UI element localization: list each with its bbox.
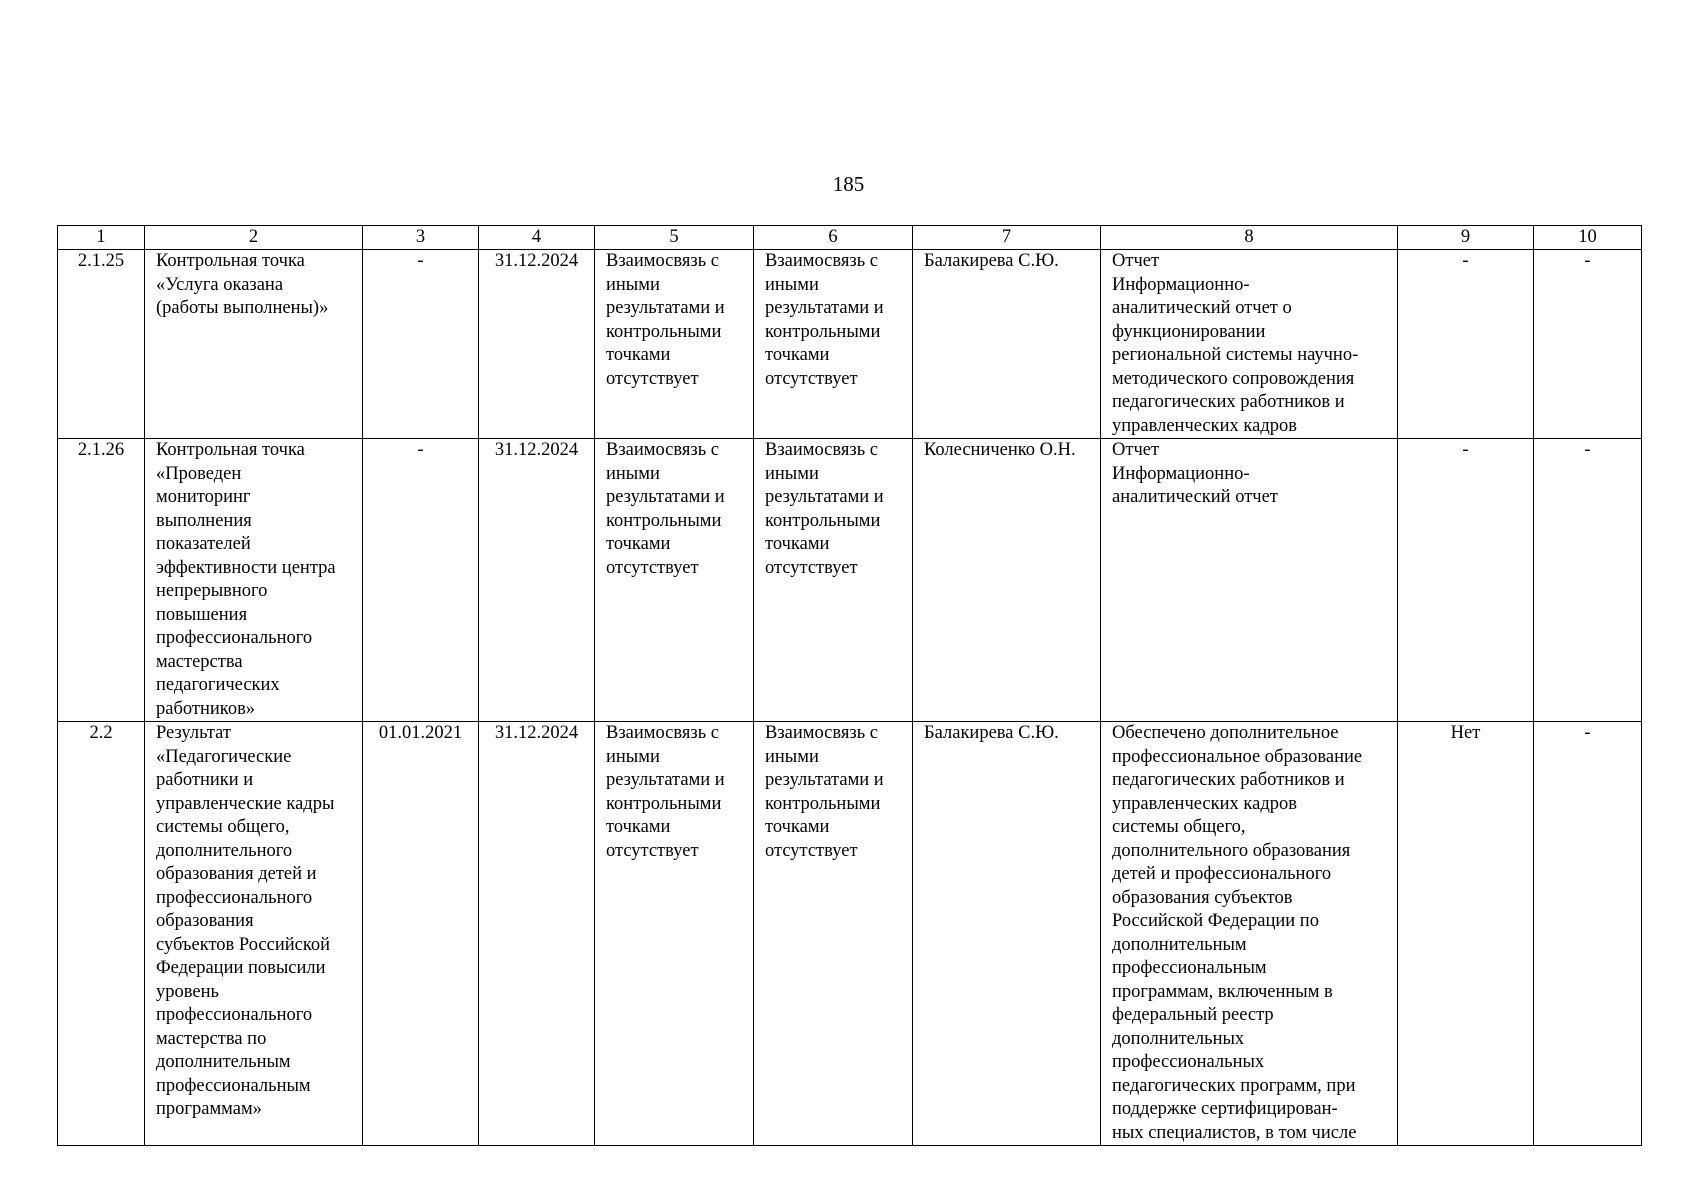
- row-link-next: Взаимосвязь с иными результатами и контрольными точками отсутствует: [754, 439, 913, 722]
- header-cell-4: 4: [479, 226, 595, 250]
- row-end-date: 31.12.2024: [479, 250, 595, 439]
- header-cell-10: 10: [1534, 226, 1642, 250]
- row-responsible: Балакирева С.Ю.: [913, 722, 1101, 1146]
- row-result: Отчет Информационно- аналитический отчет о функционировании региональной системы научно- методического сопровождения педагогических работников и управленческих кадров: [1101, 250, 1398, 439]
- row-col10: -: [1534, 439, 1642, 722]
- row-name: Контрольная точка «Проведен мониторинг выполнения показателей эффективности центра непрерывного повышения профессионального мастерства педагогических работников»: [145, 439, 363, 722]
- row-col9: -: [1398, 250, 1534, 439]
- row-number: 2.2: [58, 722, 145, 1146]
- header-cell-5: 5: [595, 226, 754, 250]
- header-cell-3: 3: [363, 226, 479, 250]
- row-name: Контрольная точка «Услуга оказана (работы выполнены)»: [145, 250, 363, 439]
- row-col9: -: [1398, 439, 1534, 722]
- plan-table: [57, 225, 1642, 1146]
- header-cell-7: 7: [913, 226, 1101, 250]
- row-link-prev: Взаимосвязь с иными результатами и контрольными точками отсутствует: [595, 439, 754, 722]
- row-end-date: 31.12.2024: [479, 722, 595, 1146]
- row-start-date: 01.01.2021: [363, 722, 479, 1146]
- row-link-prev: Взаимосвязь с иными результатами и контрольными точками отсутствует: [595, 722, 754, 1146]
- row-col10: -: [1534, 250, 1642, 439]
- header-cell-2: 2: [145, 226, 363, 250]
- header-cell-8: 8: [1101, 226, 1398, 250]
- page-number: 185: [832, 172, 865, 196]
- row-col9: Нет: [1398, 722, 1534, 1146]
- row-link-next: Взаимосвязь с иными результатами и контрольными точками отсутствует: [754, 722, 913, 1146]
- header-cell-9: 9: [1398, 226, 1534, 250]
- row-start-date: -: [363, 250, 479, 439]
- row-responsible: Колесниченко О.Н.: [913, 439, 1101, 722]
- row-name: Результат «Педагогические работники и управленческие кадры системы общего, дополнительного образования детей и профессионального образования субъектов Российской Федерации повысили уровень профессионального мастерства по дополнительным профессиональным программам»: [145, 722, 363, 1146]
- row-number: 2.1.25: [58, 250, 145, 439]
- row-responsible: Балакирева С.Ю.: [913, 250, 1101, 439]
- row-result: Отчет Информационно- аналитический отчет: [1101, 439, 1398, 722]
- row-link-next: Взаимосвязь с иными результатами и контрольными точками отсутствует: [754, 250, 913, 439]
- row-result: Обеспечено дополнительное профессиональное образование педагогических работников и управленческих кадров системы общего, дополнительного образования детей и профессионального образования субъектов Российской Федерации по дополнительным профессиональным программам, включенным в федеральный реестр дополнительных профессиональных педагогических программ, при поддержке сертифицирован- ных специалистов, в том числе: [1101, 722, 1398, 1146]
- row-number: 2.1.26: [58, 439, 145, 722]
- row-col10: -: [1534, 722, 1642, 1146]
- header-cell-1: 1: [58, 226, 145, 250]
- table-row: [58, 722, 1642, 1146]
- row-start-date: -: [363, 439, 479, 722]
- header-row: [58, 226, 1642, 250]
- row-link-prev: Взаимосвязь с иными результатами и контрольными точками отсутствует: [595, 250, 754, 439]
- table-row: [58, 439, 1642, 722]
- row-end-date: 31.12.2024: [479, 439, 595, 722]
- table-row: [58, 250, 1642, 439]
- header-cell-6: 6: [754, 226, 913, 250]
